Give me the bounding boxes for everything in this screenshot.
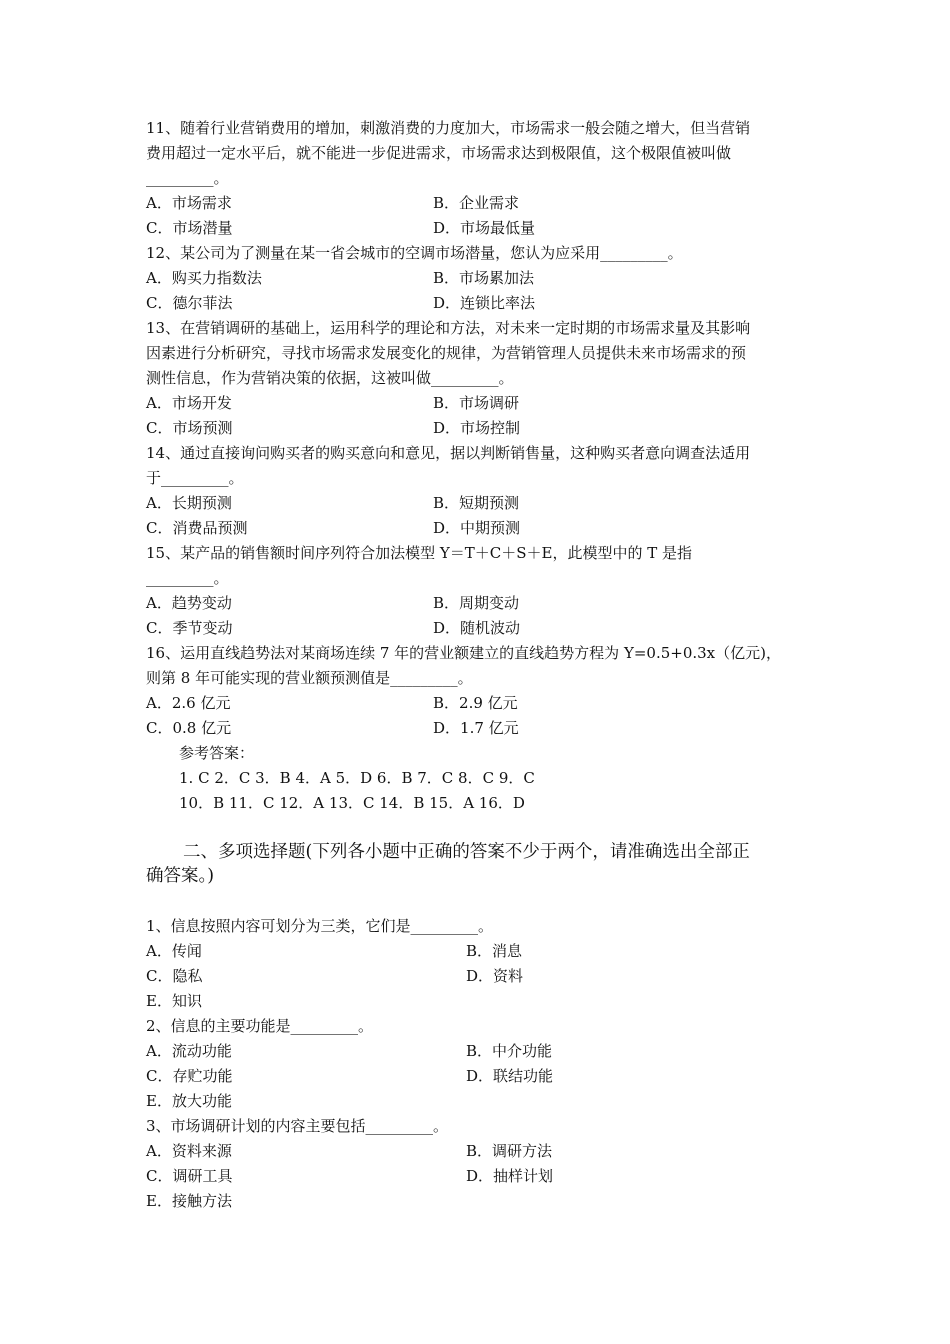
q11-option-c: C．市场潜量: [146, 219, 233, 237]
m3-option-b: B．调研方法: [466, 1142, 553, 1160]
m3-option-c: C．调研工具: [146, 1167, 233, 1185]
q14-option-d: D．中期预测: [433, 519, 521, 537]
q13-option-b: B．市场调研: [433, 394, 520, 412]
m2-option-c: C．存贮功能: [146, 1067, 233, 1085]
q11-stem-line-3: _________。: [146, 169, 229, 187]
q13-stem-line-1: 13、在营销调研的基础上，运用科学的理论和方法，对未来一定时期的市场需求量及其影响: [146, 319, 751, 337]
m2-option-d: D．联结功能: [466, 1067, 554, 1085]
q15-option-b: B．周期变动: [433, 594, 520, 612]
q16-option-b: B．2.9 亿元: [433, 694, 518, 712]
q16-option-d: D．1.7 亿元: [433, 719, 519, 737]
q13-option-c: C．市场预测: [146, 419, 233, 437]
m1-option-d: D．资料: [466, 967, 524, 985]
answers-title: 参考答案：: [179, 744, 255, 762]
q14-option-b: B．短期预测: [433, 494, 520, 512]
q12-option-d: D．连锁比率法: [433, 294, 536, 312]
q16-stem-line-1: 16、运用直线趋势法对某商场连续 7 年的营业额建立的直线趋势方程为 Y=0.5+0.3x（亿元)，: [146, 644, 781, 662]
q13-option-a: A．市场开发: [146, 394, 232, 412]
m2-option-a: A．流动功能: [146, 1042, 232, 1060]
m1-option-e: E．知识: [146, 992, 202, 1010]
q16-stem-line-2: 则第 8 年可能实现的营业额预测值是_________。: [146, 669, 473, 687]
answers-row-2: 10．B 11．C 12．A 13．C 14．B 15．A 16．D: [179, 794, 525, 812]
q12-option-b: B．市场累加法: [433, 269, 535, 287]
section-2-heading-line-1: 二、多项选择题(下列各小题中正确的答案不少于两个，请准确选出全部正: [183, 842, 750, 862]
m1-option-a: A．传闻: [146, 942, 202, 960]
m3-option-d: D．抽样计划: [466, 1167, 554, 1185]
q13-stem-line-3: 测性信息，作为营销决策的依据，这被叫做_________。: [146, 369, 514, 387]
q15-option-d: D．随机波动: [433, 619, 521, 637]
m3-option-e: E．接触方法: [146, 1192, 232, 1210]
q14-option-a: A．长期预测: [146, 494, 232, 512]
q14-stem-line-2: 于_________。: [146, 469, 244, 487]
answers-row-1: 1. C 2．C 3．B 4．A 5．D 6．B 7．C 8．C 9．C: [179, 769, 535, 787]
m2-option-b: B．中介功能: [466, 1042, 553, 1060]
q15-option-c: C．季节变动: [146, 619, 233, 637]
q11-stem-line-1: 11、随着行业营销费用的增加，刺激消费的力度加大，市场需求一般会随之增大，但当营销: [146, 119, 751, 137]
q13-option-d: D．市场控制: [433, 419, 521, 437]
m1-option-b: B．消息: [466, 942, 523, 960]
q12-option-c: C．德尔菲法: [146, 294, 233, 312]
q14-stem-line-1: 14、通过直接询问购买者的购买意向和意见，据以判断销售量，这种购买者意向调查法适用: [146, 444, 751, 462]
q15-stem-line-2: _________。: [146, 569, 229, 587]
m2-stem: 2、信息的主要功能是_________。: [146, 1017, 374, 1035]
q11-option-d: D．市场最低量: [433, 219, 536, 237]
q16-option-c: C．0.8 亿元: [146, 719, 232, 737]
q12-stem-line-1: 12、某公司为了测量在某一省会城市的空调市场潜量，您认为应采用_________。: [146, 244, 683, 262]
q11-option-a: A．市场需求: [146, 194, 232, 212]
q12-option-a: A．购买力指数法: [146, 269, 262, 287]
q15-stem-line-1: 15、某产品的销售额时间序列符合加法模型 Y＝T＋C＋S＋E，此模型中的 T 是指: [146, 544, 693, 562]
m3-option-a: A．资料来源: [146, 1142, 232, 1160]
q14-option-c: C．消费品预测: [146, 519, 248, 537]
q13-stem-line-2: 因素进行分析研究，寻找市场需求发展变化的规律，为营销管理人员提供未来市场需求的预: [146, 344, 747, 362]
q16-option-a: A．2.6 亿元: [146, 694, 231, 712]
m2-option-e: E．放大功能: [146, 1092, 232, 1110]
section-2-heading-line-2: 确答案。): [146, 866, 215, 886]
q11-stem-line-2: 费用超过一定水平后，就不能进一步促进需求，市场需求达到极限值，这个极限值被叫做: [146, 144, 732, 162]
m1-stem: 1、信息按照内容可划分为三类，它们是_________。: [146, 917, 494, 935]
m3-stem: 3、市场调研计划的内容主要包括_________。: [146, 1117, 449, 1135]
q15-option-a: A．趋势变动: [146, 594, 232, 612]
m1-option-c: C．隐私: [146, 967, 203, 985]
q11-option-b: B．企业需求: [433, 194, 520, 212]
